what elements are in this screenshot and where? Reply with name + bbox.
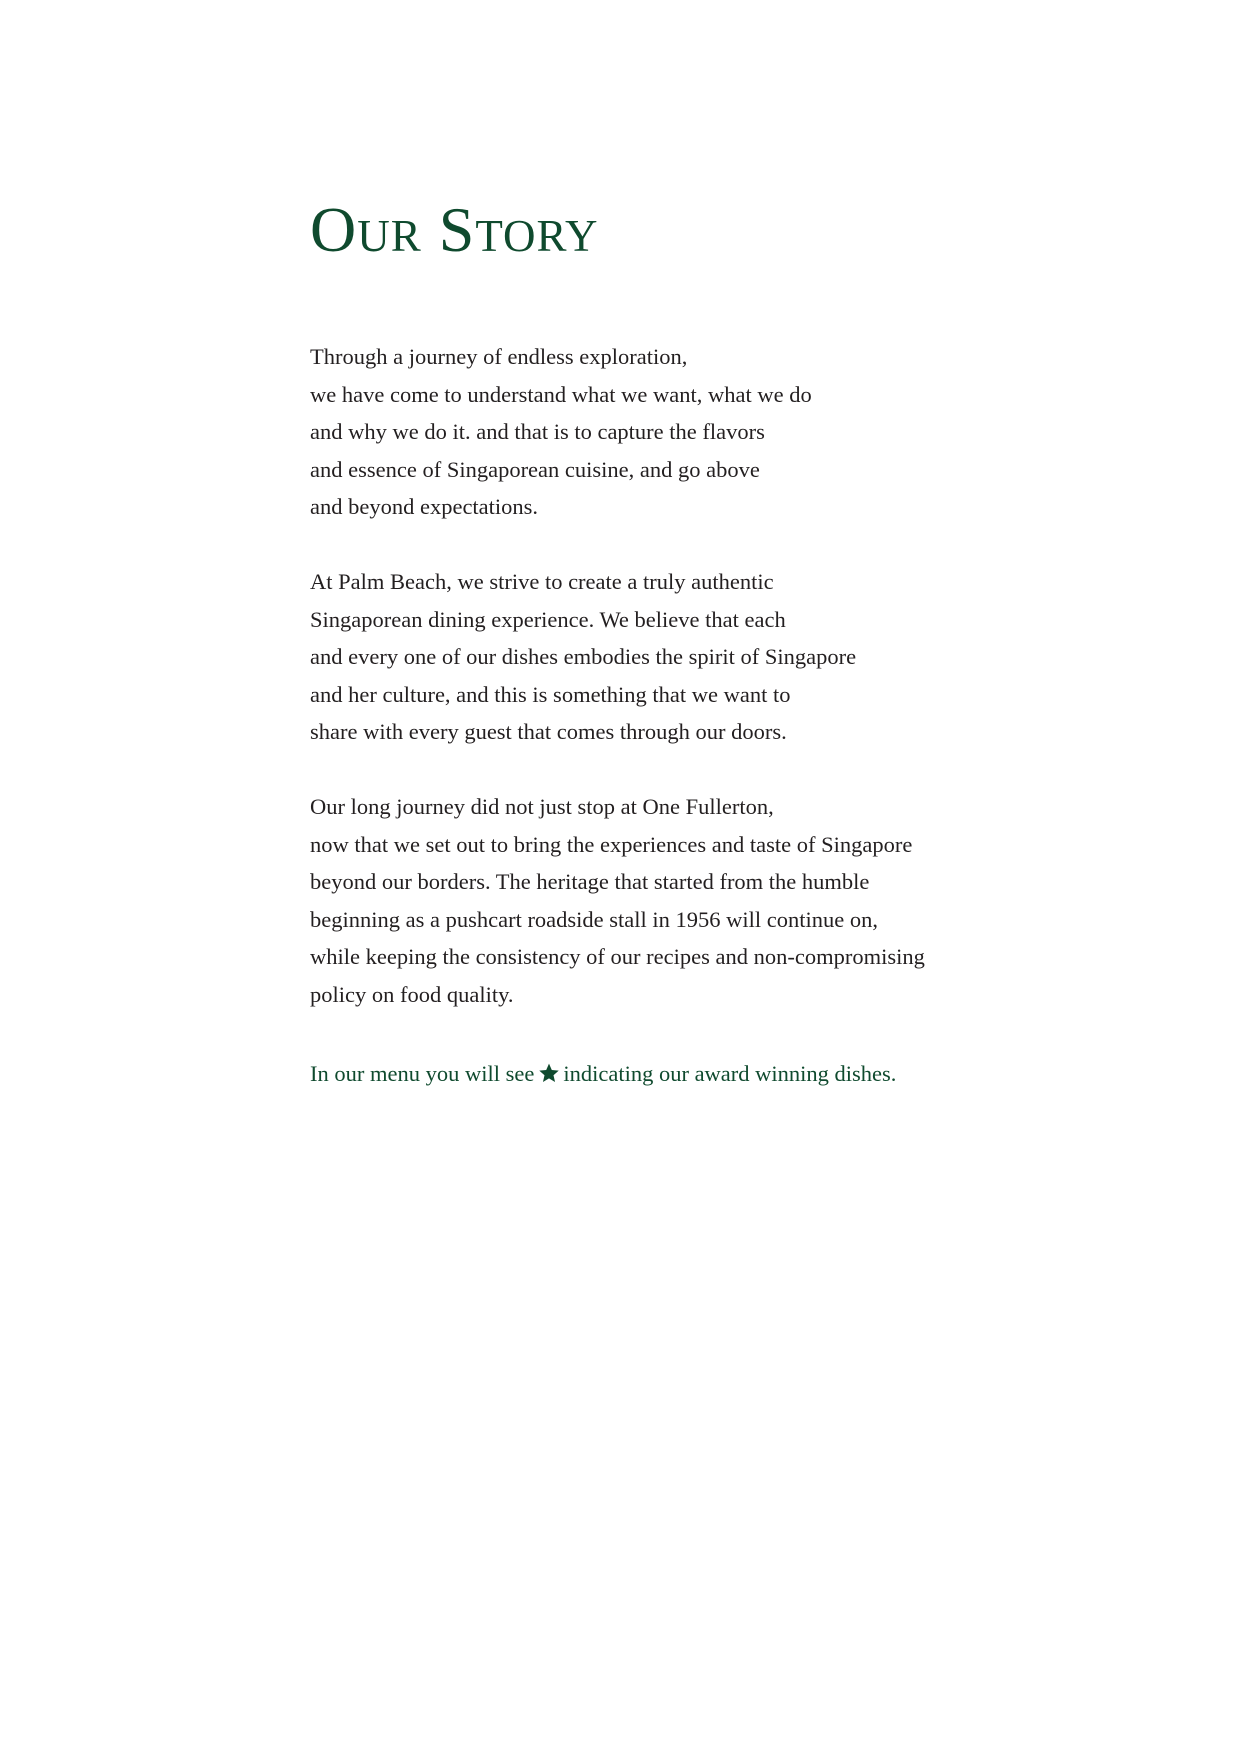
- star-icon: [538, 1062, 560, 1084]
- paragraph-line: Through a journey of endless exploration,: [310, 344, 688, 369]
- paragraph-line: share with every guest that comes through our doors.: [310, 719, 787, 744]
- story-paragraph-2: [310, 563, 1010, 751]
- paragraph-line: beginning as a pushcart roadside stall in 1956 will continue on,: [310, 906, 879, 932]
- award-note-before: In our menu you will see: [310, 1061, 535, 1086]
- paragraph-line: Singaporean dining experience. We believe that each: [310, 606, 786, 632]
- page-title: Our Story: [310, 194, 599, 265]
- paragraph-line: we have come to understand what we want, what we do: [310, 381, 812, 407]
- paragraph-line: and essence of Singaporean cuisine, and go above: [310, 456, 760, 482]
- paragraph-line: and beyond expectations.: [310, 494, 539, 519]
- story-body: [310, 338, 1010, 1093]
- paragraph-line: beyond our borders. The heritage that started from the humble: [310, 869, 870, 894]
- paragraph-line: At Palm Beach, we strive to create a truly authentic: [310, 569, 774, 594]
- story-paragraph-3: [310, 788, 1010, 1013]
- story-paragraph-1: [310, 338, 1010, 526]
- paragraph-line: and why we do it. and that is to capture the flavors: [310, 419, 765, 444]
- paragraph-line: and every one of our dishes embodies the spirit of Singapore: [310, 644, 857, 669]
- our-story-section: [310, 190, 1010, 1086]
- paragraph-line: policy on food quality.: [310, 981, 514, 1007]
- paragraph-line: Our long journey did not just stop at One Fullerton,: [310, 794, 774, 819]
- award-note: [310, 1055, 1010, 1093]
- paragraph-line: now that we set out to bring the experiences and taste of Singapore: [310, 831, 913, 857]
- award-note-after: indicating our award winning dishes.: [563, 1061, 897, 1086]
- paragraph-line: and her culture, and this is something that we want to: [310, 681, 791, 707]
- paragraph-line: while keeping the consistency of our recipes and non-compromising: [310, 944, 925, 969]
